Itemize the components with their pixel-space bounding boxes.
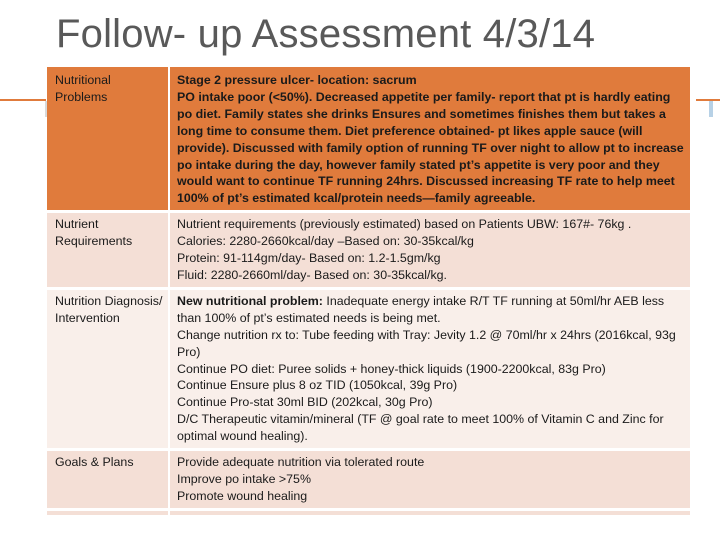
content-line-first <box>177 293 686 327</box>
row-content <box>169 212 690 289</box>
row-label-empty <box>47 509 169 516</box>
content-line: Improve po intake >75% <box>177 471 311 486</box>
content-line: Continue Ensure plus 8 oz TID (1050kcal, 39g Pro) <box>177 378 458 393</box>
table-row-nutrient-requirements <box>47 212 690 289</box>
row-label: Nutrient Requirements <box>47 212 169 289</box>
table-row-goals-plans <box>47 450 690 510</box>
row-content <box>169 450 690 510</box>
content-line: Stage 2 pressure ulcer- location: sacrum <box>177 73 417 87</box>
content-line: D/C Therapeutic vitamin/mineral (TF @ goal rate to meet 100% of Vitamin C and Zinc for optimal wound healing). <box>177 412 664 444</box>
decor-square-right <box>709 101 713 117</box>
row-content-empty <box>169 509 690 516</box>
content-line: Fluid: 2280-2660ml/day- Based on: 30-35kcal/kg. <box>177 267 447 282</box>
content-line: Calories: 2280-2660kcal/day –Based on: 30-35kcal/kg <box>177 234 474 249</box>
problem-text: Inadequate energy intake R/T TF running at 50ml/hr AEB less than 100% of pt’s estimated needs is being met. <box>177 293 665 325</box>
content-line: PO intake poor (<50%). Decreased appetite per family- report that pt is hardly eating po diet. Family states she drinks Ensures and sometimes finishes them but takes a long time to consume them. Diet preference obtained- pt likes apple sauce (will provide). Discussed with family option of running TF over night to allow pt to increase po intake during the day, however family stated pt’s appetite is very poor and they would want to continue TF running 24hrs. Discussed increasing TF rate to help meet 100% of pt’s estimated kcal/protein needs—family agreeable. <box>177 89 684 206</box>
table-row-nutritional-problems <box>47 67 690 212</box>
assessment-table <box>47 67 690 518</box>
row-label: Goals & Plans <box>47 450 169 510</box>
content-line: Continue Pro-stat 30ml BID (202kcal, 30g Pro) <box>177 395 433 410</box>
row-content <box>169 67 690 212</box>
content-line: Provide adequate nutrition via tolerated route <box>177 455 425 470</box>
content-line: Change nutrition rx to: Tube feeding with Tray: Jevity 1.2 @ 70ml/hr x 24hrs (2016kcal, 93g Pro) <box>177 327 676 359</box>
content-line: Protein: 91-114gm/day- Based on: 1.2-1.5gm/kg <box>177 251 441 266</box>
row-content <box>169 288 690 449</box>
row-label: Nutrition Diagnosis/ Intervention <box>47 288 169 449</box>
table-row-empty <box>47 509 690 516</box>
page-title: Follow- up Assessment 4/3/14 <box>56 12 596 56</box>
content-line: Promote wound healing <box>177 488 308 503</box>
accent-rule-right <box>696 99 720 101</box>
content-line: Continue PO diet: Puree solids + honey-thick liquids (1900-2200kcal, 83g Pro) <box>177 361 606 376</box>
accent-rule-left <box>0 99 46 101</box>
row-label: Nutritional Problems <box>47 67 169 212</box>
problem-lead: New nutritional problem: <box>177 293 323 308</box>
content-line: Nutrient requirements (previously estimated) based on Patients UBW: 167#- 76kg . <box>177 217 632 232</box>
table-row-diagnosis-intervention <box>47 288 690 449</box>
